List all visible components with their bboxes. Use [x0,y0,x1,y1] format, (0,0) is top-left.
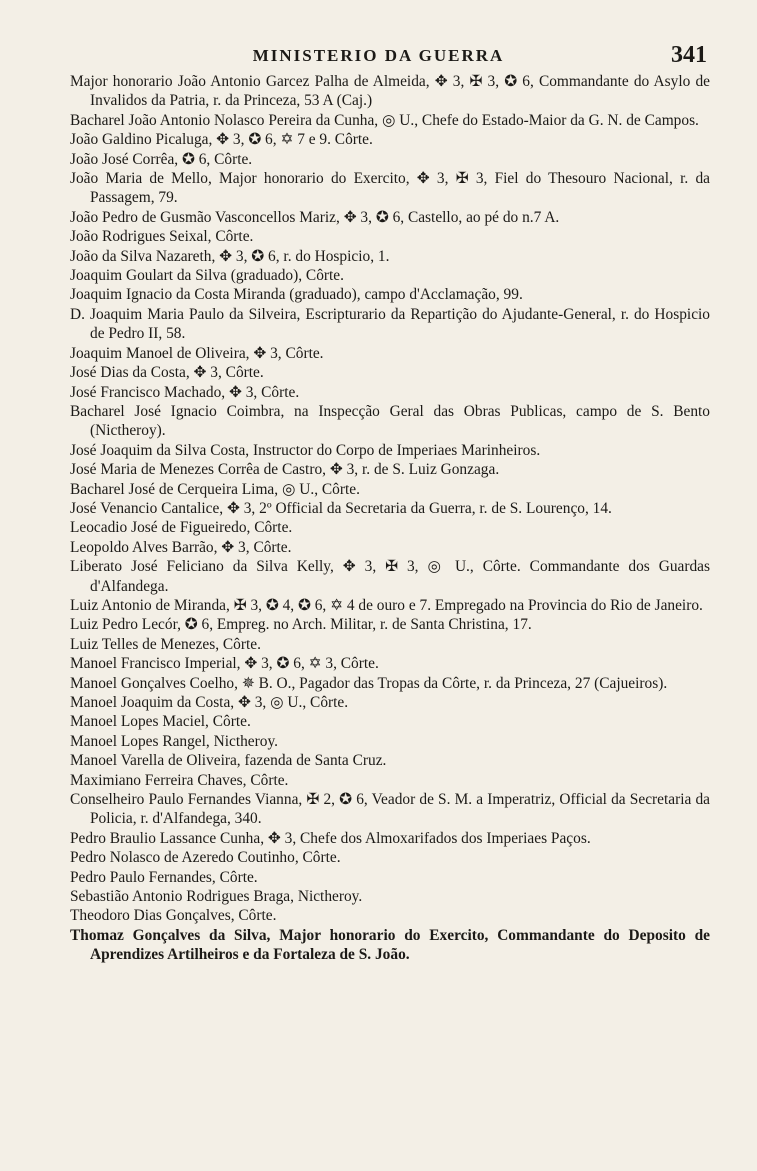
page-header [0,42,757,72]
list-item: Manoel Francisco Imperial, ✥ 3, ✪ 6, ✡ 3, Côrte. [70,655,379,673]
list-item: Bacharel João Antonio Nolasco Pereira da Cunha, ◎ U., Chefe do Estado-Maior da G. N. de Campos. [70,111,699,129]
list-item: José Joaquim da Silva Costa, Instructor do Corpo de Imperiaes Marinheiros. [70,441,541,459]
list-item: Leopoldo Alves Barrão, ✥ 3, Côrte. [70,538,292,556]
list-item: João José Corrêa, ✪ 6, Côrte. [70,150,253,168]
list-item: José Francisco Machado, ✥ 3, Côrte. [70,383,300,401]
list-item: Manoel Lopes Maciel, Côrte. [70,713,251,731]
list-item: Theodoro Dias Gonçalves, Côrte. [70,907,277,925]
list-item: Luiz Telles de Menezes, Côrte. [70,635,261,653]
list-item: Bacharel José de Cerqueira Lima, ◎ U., Côrte. [70,480,360,498]
list-item: João Maria de Mello, Major honorario do Exercito, ✥ 3, ✠ 3, Fiel do Thesouro Nacional, r. da Passagem, 79. [70,170,710,207]
list-item: Luiz Pedro Lecór, ✪ 6, Empreg. no Arch. Militar, r. de Santa Christina, 17. [70,616,532,634]
list-item: João da Silva Nazareth, ✥ 3, ✪ 6, r. do Hospicio, 1. [70,247,390,265]
list-item: Manoel Lopes Rangel, Nictheroy. [70,732,278,750]
list-item: Major honorario João Antonio Garcez Palha de Almeida, ✥ 3, ✠ 3, ✪ 6, Commandante do Asylo de Invalidos da Patria, r. da Princeza, 53 A (Caj.) [70,73,710,110]
list-item: Sebastião Antonio Rodrigues Braga, Nictheroy. [70,888,363,906]
list-item: Manoel Gonçalves Coelho, ✵ B. O., Pagador das Tropas da Côrte, r. da Princeza, 27 (Cajueiros). [70,674,668,692]
entry-list [70,72,710,965]
running-title: MINISTERIO DA GUERRA [252,46,505,65]
list-item: Joaquim Manoel de Oliveira, ✥ 3, Côrte. [70,344,324,362]
list-item: Manoel Varella de Oliveira, fazenda de Santa Cruz. [70,752,387,770]
list-item: Conselheiro Paulo Fernandes Vianna, ✠ 2, ✪ 6, Veador de S. M. a Imperatriz, Official da Secretaria da Policia, r. d'Alfandega, 340. [70,791,710,828]
list-item: Leocadio José de Figueiredo, Côrte. [70,519,293,537]
list-item: João Galdino Picaluga, ✥ 3, ✪ 6, ✡ 7 e 9. Côrte. [70,131,373,149]
page-number: 341 [671,42,707,68]
list-item: Pedro Braulio Lassance Cunha, ✥ 3, Chefe dos Almoxarifados dos Imperiaes Paços. [70,829,591,847]
list-item: Pedro Paulo Fernandes, Côrte. [70,868,258,886]
list-item: Joaquim Ignacio da Costa Miranda (graduado), campo d'Acclamação, 99. [70,286,523,304]
list-item: Thomaz Gonçalves da Silva, Major honorario do Exercito, Commandante do Deposito de Aprendizes Artilheiros e da Fortaleza de S. João. [70,926,710,964]
list-item: Liberato José Feliciano da Silva Kelly, ✥ 3, ✠ 3, ◎ U., Côrte. Commandante dos Guardas d'Alfandega. [70,558,710,595]
list-item: João Rodrigues Seixal, Côrte. [70,228,254,246]
list-item: João Pedro de Gusmão Vasconcellos Mariz, ✥ 3, ✪ 6, Castello, ao pé do n.7 A. [70,208,560,226]
list-item: Pedro Nolasco de Azeredo Coutinho, Côrte. [70,849,341,867]
list-item: José Dias da Costa, ✥ 3, Côrte. [70,364,264,382]
list-item: Joaquim Goulart da Silva (graduado), Côrte. [70,267,344,285]
list-item: Bacharel José Ignacio Coimbra, na Inspecção Geral das Obras Publicas, campo de S. Bento (Nictheroy). [70,402,710,440]
list-item: José Venancio Cantalice, ✥ 3, 2º Official da Secretaria da Guerra, r. de S. Lourenço, 14. [70,499,612,517]
list-item: José Maria de Menezes Corrêa de Castro, ✥ 3, r. de S. Luiz Gonzaga. [70,461,500,479]
list-item: Maximiano Ferreira Chaves, Côrte. [70,771,289,789]
list-item: Luiz Antonio de Miranda, ✠ 3, ✪ 4, ✪ 6, ✡ 4 de ouro e 7. Empregado na Provincia do Rio de Janeiro. [70,596,703,614]
list-item: Manoel Joaquim da Costa, ✥ 3, ◎ U., Côrte. [70,694,349,711]
list-item: D. Joaquim Maria Paulo da Silveira, Escripturario da Repartição do Ajudante-General, r. do Hospicio de Pedro II, 58. [70,305,710,343]
